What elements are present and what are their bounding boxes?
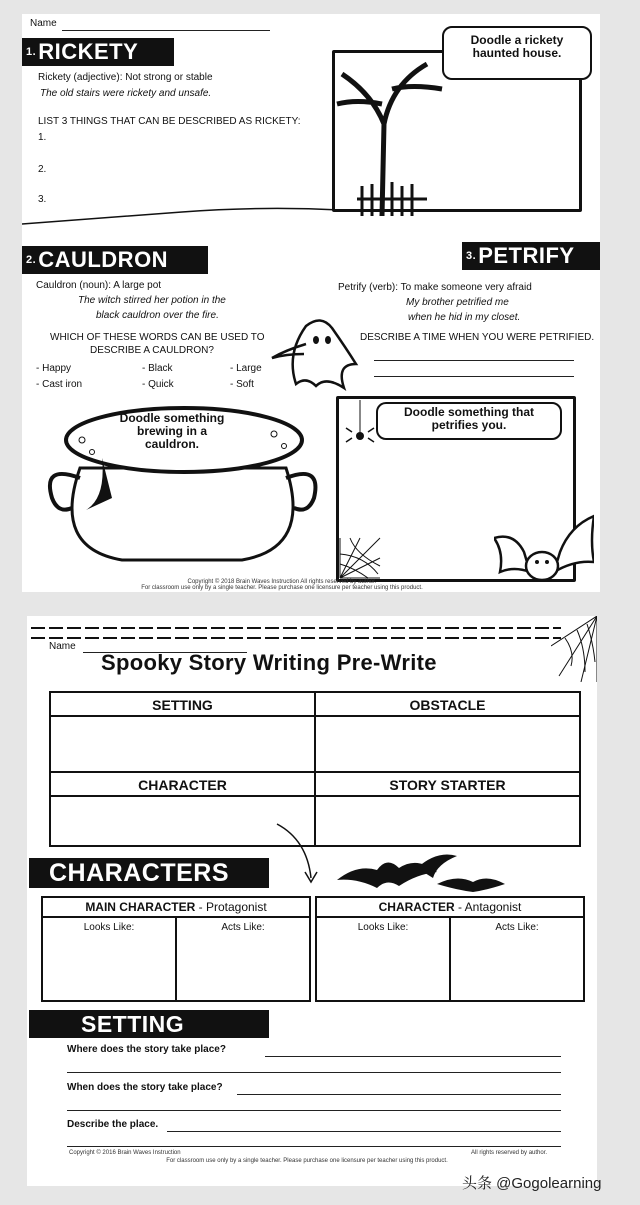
rickety-item-2: 2. <box>38 164 47 175</box>
rickety-item-1: 1. <box>38 132 47 143</box>
petrify-title: PETRIFY <box>478 243 575 268</box>
cauldron-word-large: - Large <box>230 363 262 374</box>
character-label: CHARACTER <box>51 773 314 797</box>
footer-license-2: For classroom use only by a single teacher. Please purchase one licensure per teacher using this product. <box>166 1158 448 1164</box>
petrify-answer-line-2[interactable] <box>374 376 574 377</box>
name-line <box>62 30 270 31</box>
question-where: Where does the story take place? <box>67 1044 226 1055</box>
protagonist-header <box>42 897 310 917</box>
name-label-2: Name <box>49 641 76 652</box>
acts-like-label: Acts Like: <box>495 922 539 933</box>
protagonist-role: - Protagonist <box>195 900 267 914</box>
cauldron-word-cast-iron: - Cast iron <box>36 379 83 390</box>
arrow-icon <box>273 822 323 886</box>
question-when: When does the story take place? <box>67 1082 223 1093</box>
protagonist-table <box>41 896 311 1002</box>
answer-line-where-1[interactable] <box>265 1056 561 1057</box>
spiderweb-icon <box>551 616 597 682</box>
answer-line-where-2[interactable] <box>67 1072 561 1073</box>
haunted-house-prompt: Doodle a rickety haunted house. <box>442 26 592 80</box>
footer-copyright-2: Copyright © 2016 Brain Waves Instruction <box>69 1150 181 1156</box>
protagonist-looks-like[interactable] <box>42 917 176 1001</box>
chain-border <box>31 620 561 644</box>
rickety-example: The old stairs were rickety and unsafe. <box>40 88 212 99</box>
antagonist-table <box>315 896 585 1002</box>
spiderweb-icon <box>338 534 382 580</box>
petrify-header <box>462 242 600 270</box>
bats-icon <box>337 850 507 892</box>
antagonist-acts-like[interactable] <box>450 917 584 1001</box>
answer-line-when-2[interactable] <box>67 1110 561 1111</box>
setting-label: SETTING <box>51 693 314 717</box>
looks-like-label: Looks Like: <box>83 922 135 933</box>
rickety-definition: Rickety (adjective): Not strong or stable <box>38 72 213 83</box>
hill-line <box>22 202 342 232</box>
antagonist-role: - Antagonist <box>454 900 522 914</box>
protagonist-acts-like[interactable] <box>176 917 310 1001</box>
question-describe: Describe the place. <box>67 1119 159 1130</box>
characters-header: CHARACTERS <box>29 858 269 888</box>
ghost-icon <box>266 314 362 394</box>
petrify-answer-line-1[interactable] <box>374 360 574 361</box>
rickety-item-3: 3. <box>38 194 47 205</box>
cauldron-example-1: The witch stirred her potion in the <box>78 295 226 306</box>
dead-tree-icon <box>332 44 452 216</box>
cauldron-number: 2. <box>26 254 37 266</box>
answer-line-describe-1[interactable] <box>167 1131 561 1132</box>
cauldron-header <box>22 246 208 274</box>
cauldron-word-soft: - Soft <box>230 379 254 390</box>
obstacle-cell[interactable] <box>315 692 580 772</box>
cauldron-word-quick: - Quick <box>142 379 174 390</box>
petrify-number: 3. <box>466 250 477 262</box>
worksheet-page-vocabulary <box>22 14 600 592</box>
antagonist-header <box>316 897 584 917</box>
cauldron-word-happy: - Happy <box>36 363 72 374</box>
answer-line-describe-2[interactable] <box>67 1146 561 1147</box>
antagonist-label: CHARACTER <box>378 900 455 914</box>
petrify-example-1: My brother petrified me <box>406 297 509 308</box>
name-label: Name <box>30 18 57 29</box>
story-starter-label: STORY STARTER <box>316 773 579 797</box>
obstacle-label: OBSTACLE <box>316 693 579 717</box>
cauldron-title: CAULDRON <box>38 247 169 272</box>
cauldron-prompt-1: WHICH OF THESE WORDS CAN BE USED TO <box>50 332 265 343</box>
rickety-title: RICKETY <box>38 39 139 64</box>
antagonist-looks-like[interactable] <box>316 917 450 1001</box>
looks-like-label: Looks Like: <box>357 922 409 933</box>
cauldron-definition: Cauldron (noun): A large pot <box>36 280 162 291</box>
cauldron-example-2: black cauldron over the fire. <box>96 310 219 321</box>
cauldron-doodle-prompt[interactable]: Doodle something brewing in a cauldron. <box>119 411 225 451</box>
cauldron-word-black: - Black <box>142 363 173 374</box>
setting-cell[interactable] <box>50 692 315 772</box>
acts-like-label: Acts Like: <box>221 922 265 933</box>
answer-line-when-1[interactable] <box>237 1094 561 1095</box>
rickety-prompt: LIST 3 THINGS THAT CAN BE DESCRIBED AS RICKETY: <box>38 116 301 127</box>
petrify-prompt: DESCRIBE A TIME WHEN YOU WERE PETRIFIED. <box>360 332 595 343</box>
setting-header: SETTING <box>29 1010 269 1038</box>
footer-rights-2: All rights reserved by author. <box>471 1150 548 1156</box>
page-title: Spooky Story Writing Pre-Write <box>101 650 437 675</box>
cauldron-prompt-2: DESCRIBE A CAULDRON? <box>90 345 214 356</box>
worksheet-page-prewrite <box>27 616 597 1186</box>
petrify-doodle-prompt: Doodle something that petrifies you. <box>376 402 562 440</box>
story-starter-cell[interactable] <box>315 772 580 846</box>
petrify-example-2: when he hid in my closet. <box>408 312 521 323</box>
protagonist-label: MAIN CHARACTER <box>85 900 196 914</box>
bat-icon <box>494 512 594 588</box>
petrify-definition: Petrify (verb): To make someone very afraid <box>338 282 532 293</box>
rickety-header <box>22 38 174 66</box>
rickety-number: 1. <box>26 46 37 58</box>
watermark: 头条 @Gogolearning <box>462 1175 602 1192</box>
footer-copyright: Copyright © 2018 Brain Waves Instruction All rights reserved by author. <box>187 579 377 585</box>
footer-license: For classroom use only by a single teacher. Please purchase one licensure per teacher using this product. <box>141 585 423 591</box>
